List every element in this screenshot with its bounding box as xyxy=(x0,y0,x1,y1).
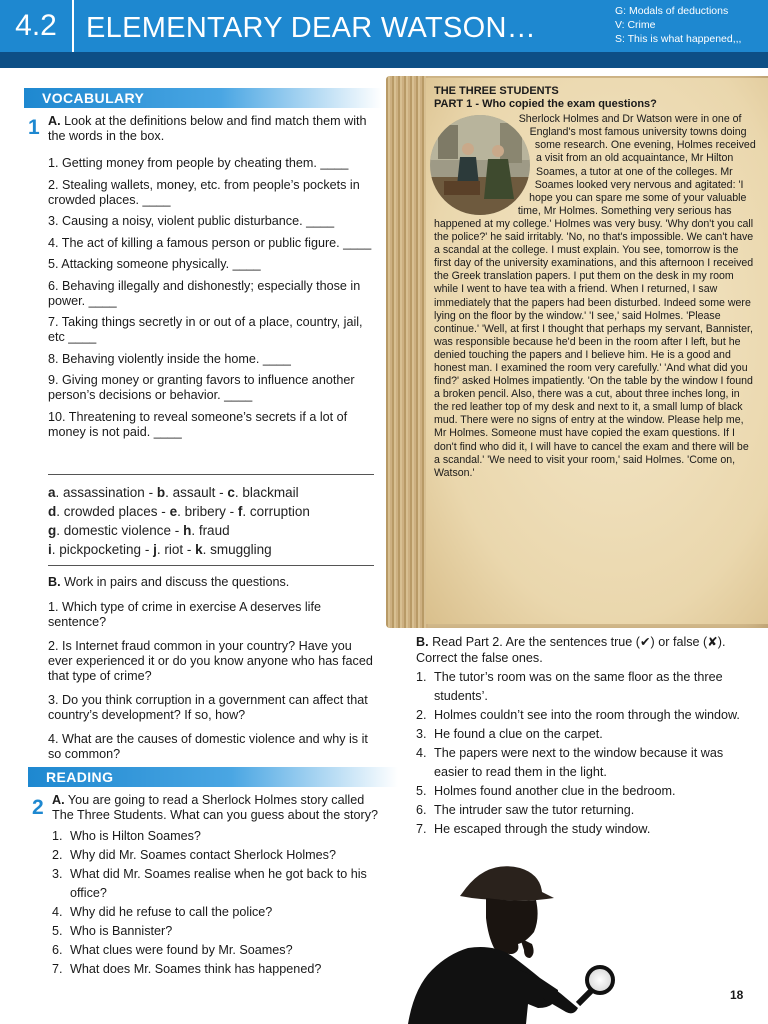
true-false-item: 2. Holmes couldn’t see into the room through the window. xyxy=(416,708,740,722)
discussion-question: 3. Do you think corruption in a government can affect that country’s development? If so, how? xyxy=(48,693,368,722)
header-bar xyxy=(0,0,768,52)
story-part-title: PART 1 - Who copied the exam questions? xyxy=(434,98,657,111)
story-book xyxy=(386,76,768,628)
definition-item: 1. Getting money from people by cheating them. ____ xyxy=(48,156,349,170)
true-false-item: 3. He found a clue on the carpet. xyxy=(416,727,603,741)
reading-question: 6. What clues were found by Mr. Soames? xyxy=(52,943,293,957)
definition-item: 4. The act of killing a famous person or public figure. ____ xyxy=(48,235,372,250)
word-box-row: i. pickpocketing - j. riot - k. smuggling xyxy=(48,542,272,557)
instruction-b: B. Work in pairs and discuss the questions. xyxy=(48,575,290,589)
true-false-item: 1. The tutor’s room was on the same floor as the three students’. xyxy=(416,670,723,703)
story-illustration xyxy=(430,115,530,215)
book-page-edges xyxy=(386,76,428,628)
story-text-block xyxy=(434,85,756,480)
true-false-item: 4. The papers were next to the window because it was easier to read them in the light. xyxy=(416,746,724,779)
reading-heading: READING xyxy=(28,767,398,787)
grammar-focus: G: Modals of deductions xyxy=(615,5,729,17)
discussion-exercise xyxy=(48,575,374,769)
story-body: Sherlock Holmes and Dr Watson were in one of England's most famous university towns doing some research. One evening, Holmes received a visit from an old acquaintance, Mr Hilton Soames, a tutor at one of the colleges. Mr Soames looked very nervous and agitated: 'I hope you can spare me some of your valuable time, Mr Holmes. Something very serious has happened at my college.' Holmes was very busy. 'Why don't you call the police?' he said irritably. 'No, no that's impossible. We can't have a scandal at the college. I must explain. You see, tomorrow is the first day of the university examinations, and this afternoon I received the Greek translation papers. I put them on the desk in my room while I went to have tea with a friend. When I returned, I saw immediately that the papers had been disturbed. Indeed some were lying on the floor by the window.' 'I see,' said Holmes. 'Please continue.' 'Well, at first I thought that perhaps my servant, Bannister, was responsible because he'd been in the room after I left, but he denied touching the papers and I believe him. He is a good and honest man. I examined the room very carefully.' 'And what did you find?' asked Holmes impatiently. 'On the table by the window I found a broken pencil. Also, there was a cut, about three inches long, in the red leather top of my desk and next to it, a small lump of black mud. There were no signs of entry at the window. Please help me, Mr Holmes. Someone must have copied the exam questions. If I don't find who did it, I will have to cancel the exam and there will be a scandal.' 'We need to visit your room,' said Holmes. 'Come on, Watson.' xyxy=(434,113,756,479)
reading-instruction: A. You are going to read a Sherlock Holmes story called The Three Students. What can you guess about the story? xyxy=(52,793,378,822)
detective-silhouette-icon xyxy=(408,858,618,1024)
instruction-a: A. Look at the definitions below and find match them with the words in the box. xyxy=(48,114,367,143)
page-title: ELEMENTARY DEAR WATSON… xyxy=(86,12,537,44)
vocabulary-focus: V: Crime xyxy=(615,19,656,31)
reading-exercise xyxy=(52,793,378,979)
story-title: THE THREE STUDENTS xyxy=(434,85,559,97)
definition-item: 8. Behaving violently inside the home. ____ xyxy=(48,351,291,366)
word-box-row: a. assassination - b. assault - c. blackmail xyxy=(48,485,299,500)
definition-item: 7. Taking things secretly in or out of a place, country, jail, etc ____ xyxy=(48,315,363,344)
discussion-question: 2. Is Internet fraud common in your country? Have you ever experienced it or do you know anyone who has faced that type of crime? xyxy=(48,639,373,683)
true-false-exercise xyxy=(416,634,756,839)
true-false-list xyxy=(416,668,756,839)
definition-item: 10. Threatening to reveal someone’s secrets if a lot of money is not paid. ____ xyxy=(48,409,348,439)
divider xyxy=(48,565,374,566)
word-box-row: d. crowded places - e. bribery - f. corruption xyxy=(48,504,310,519)
exercise-number-1: 1 xyxy=(28,116,40,139)
definition-item: 2. Stealing wallets, money, etc. from people’s pockets in crowded places. ____ xyxy=(48,177,360,207)
reading-questions xyxy=(52,827,378,979)
reading-question: 3. What did Mr. Soames realise when he got back to his office? xyxy=(52,867,367,900)
vocabulary-heading: VOCABULARY xyxy=(24,88,382,108)
unit-number: 4.2 xyxy=(0,0,74,52)
vocabulary-exercise xyxy=(48,114,374,446)
word-box xyxy=(48,474,374,566)
discussion-question: 4. What are the causes of domestic violence and why is it so common? xyxy=(48,732,368,761)
definition-item: 9. Giving money or granting favors to influence another person’s decisions or behavior. ____ xyxy=(48,373,355,402)
reading-question: 4. Why did he refuse to call the police? xyxy=(52,905,273,919)
true-false-instruction: B. Read Part 2. Are the sentences true (✔) or false (✘). Correct the false ones. xyxy=(416,635,726,665)
word-box-list xyxy=(48,475,374,565)
header-strip xyxy=(0,52,768,68)
true-false-item: 7. He escaped through the study window. xyxy=(416,822,651,836)
speaking-focus: S: This is what happened,,, xyxy=(615,33,742,45)
true-false-item: 5. Holmes found another clue in the bedroom. xyxy=(416,784,676,798)
exercise-number-2: 2 xyxy=(32,796,44,819)
discussion-question: 1. Which type of crime in exercise A deserves life sentence? xyxy=(48,600,321,629)
reading-question: 5. Who is Bannister? xyxy=(52,924,173,938)
word-box-row: g. domestic violence - h. fraud xyxy=(48,523,230,538)
true-false-item: 6. The intruder saw the tutor returning. xyxy=(416,803,635,817)
definition-item: 6. Behaving illegally and dishonestly; especially those in power. ____ xyxy=(48,278,361,308)
reading-question: 7. What does Mr. Soames think has happened? xyxy=(52,962,322,976)
lesson-focus xyxy=(615,4,741,46)
reading-question: 1. Who is Hilton Soames? xyxy=(52,829,201,843)
page-number: 18 xyxy=(730,988,744,1002)
definition-item: 3. Causing a noisy, violent public disturbance. ____ xyxy=(48,214,335,228)
definition-item: 5. Attacking someone physically. ____ xyxy=(48,257,261,271)
reading-question: 2. Why did Mr. Soames contact Sherlock Holmes? xyxy=(52,848,336,862)
